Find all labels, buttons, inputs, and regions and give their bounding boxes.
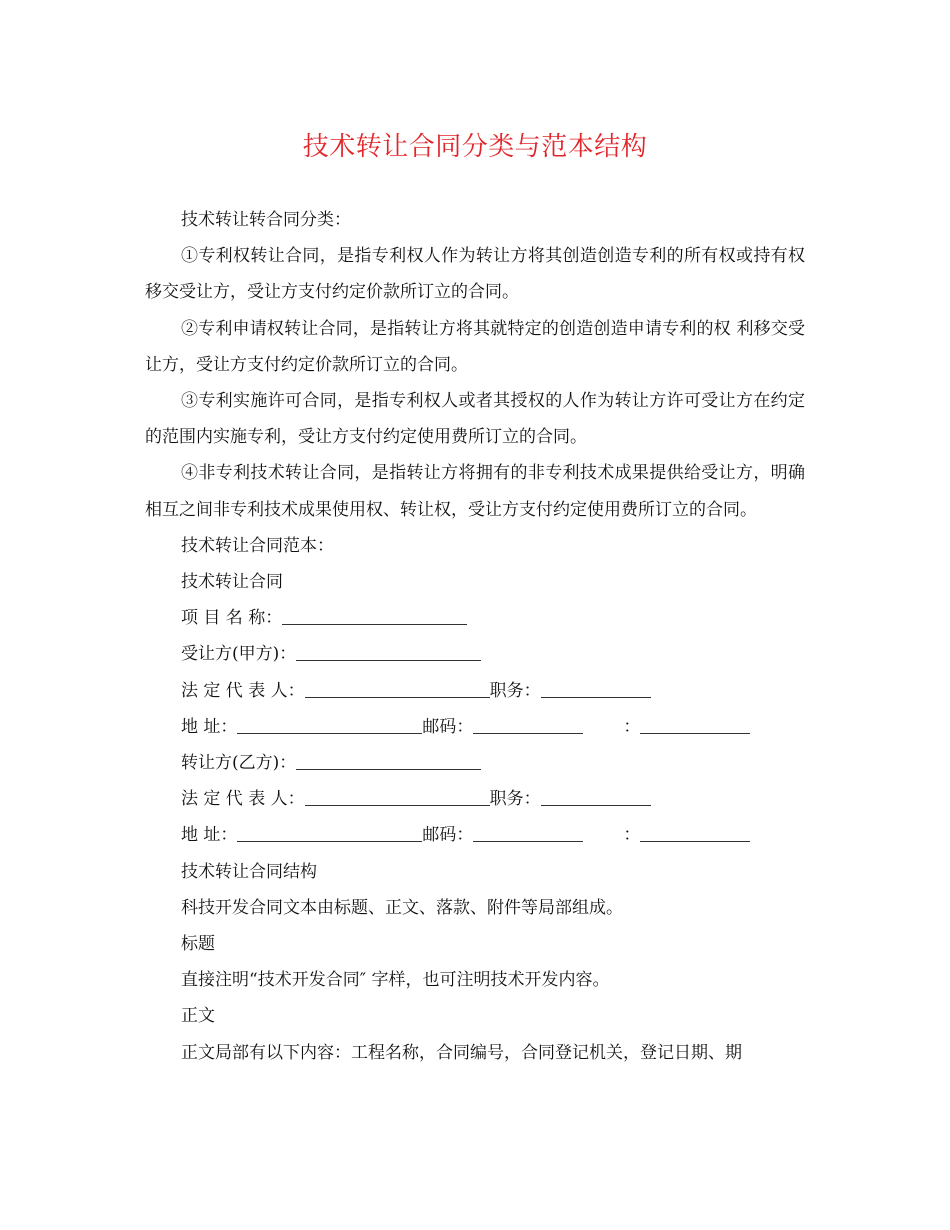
position-blank — [541, 785, 651, 806]
party-b-address-row — [145, 817, 805, 853]
legal-rep-blank — [305, 785, 490, 806]
extra-blank — [640, 713, 750, 734]
project-name-label: 项 目 名 称： — [181, 608, 283, 629]
postcode-label: 邮码： — [422, 716, 474, 737]
position-label: 职务： — [489, 789, 541, 810]
party-a-address-row — [145, 709, 805, 745]
colon-label: ： — [623, 825, 641, 846]
position-label: 职务： — [489, 680, 541, 701]
classification-heading: 技术转让转合同分类： — [181, 210, 351, 230]
party-b-legal-rep-row — [145, 781, 805, 817]
party-a-row — [145, 636, 805, 672]
template-heading: 技术转让合同范本： — [181, 535, 334, 556]
address-label: 地 址： — [181, 825, 238, 846]
address-blank — [237, 821, 422, 842]
party-b-blank — [296, 749, 481, 770]
party-b-label: 转让方(乙方)： — [181, 753, 297, 774]
address-blank — [237, 713, 422, 734]
legal-rep-label: 法 定 代 表 人： — [181, 789, 305, 810]
body-section-label: 正文 — [181, 1006, 215, 1027]
classification-item-1: ①专利权转让合同，是指专利权人作为转让方将其创造创造专利的所有权或持有权移交受让方，受让方支付约定价款所订立的合同。 — [145, 246, 805, 303]
postcode-blank — [473, 821, 583, 842]
structure-text: 科技开发合同文本由标题、正文、落款、附件等局部组成。 — [181, 897, 623, 918]
project-name-blank — [282, 604, 467, 625]
party-b-row — [145, 745, 805, 781]
legal-rep-blank — [305, 677, 490, 698]
document-body — [145, 202, 805, 1071]
classification-item-3: ③专利实施许可合同，是指专利权人或者其授权的人作为转让方许可受让方在约定的范围内实施专利，受让方支付约定使用费所订立的合同。 — [145, 391, 805, 448]
party-a-label: 受让方(甲方)： — [181, 644, 297, 665]
address-label: 地 址： — [181, 716, 238, 737]
title-section-label: 标题 — [181, 934, 215, 955]
position-blank — [541, 677, 651, 698]
colon-label: ： — [623, 716, 641, 737]
party-a-legal-rep-row — [145, 673, 805, 709]
document-title: 技术转让合同分类与范本结构 — [302, 132, 648, 162]
party-a-blank — [296, 640, 481, 661]
body-section-text: 正文局部有以下内容：工程名称，合同编号，合同登记机关，登记日期、期 — [181, 1042, 742, 1063]
classification-item-2: ②专利申请权转让合同，是指转让方将其就特定的创造创造申请专利的权 利移交受让方，受让方支付约定价款所订立的合同。 — [145, 318, 805, 375]
structure-heading: 技术转让合同结构 — [181, 861, 317, 882]
project-name-row — [145, 600, 805, 636]
title-section-text: 直接注明“技术开发合同″ 字样，也可注明技术开发内容。 — [181, 970, 610, 991]
postcode-label: 邮码： — [422, 825, 474, 846]
postcode-blank — [473, 713, 583, 734]
contract-name: 技术转让合同 — [181, 572, 283, 593]
legal-rep-label: 法 定 代 表 人： — [181, 680, 305, 701]
classification-item-4: ④非专利技术转让合同，是指转让方将拥有的非专利技术成果提供给受让方，明确相互之间非专利技术成果使用权、转让权，受让方支付约定使用费所订立的合同。 — [145, 463, 805, 520]
extra-blank — [640, 821, 750, 842]
